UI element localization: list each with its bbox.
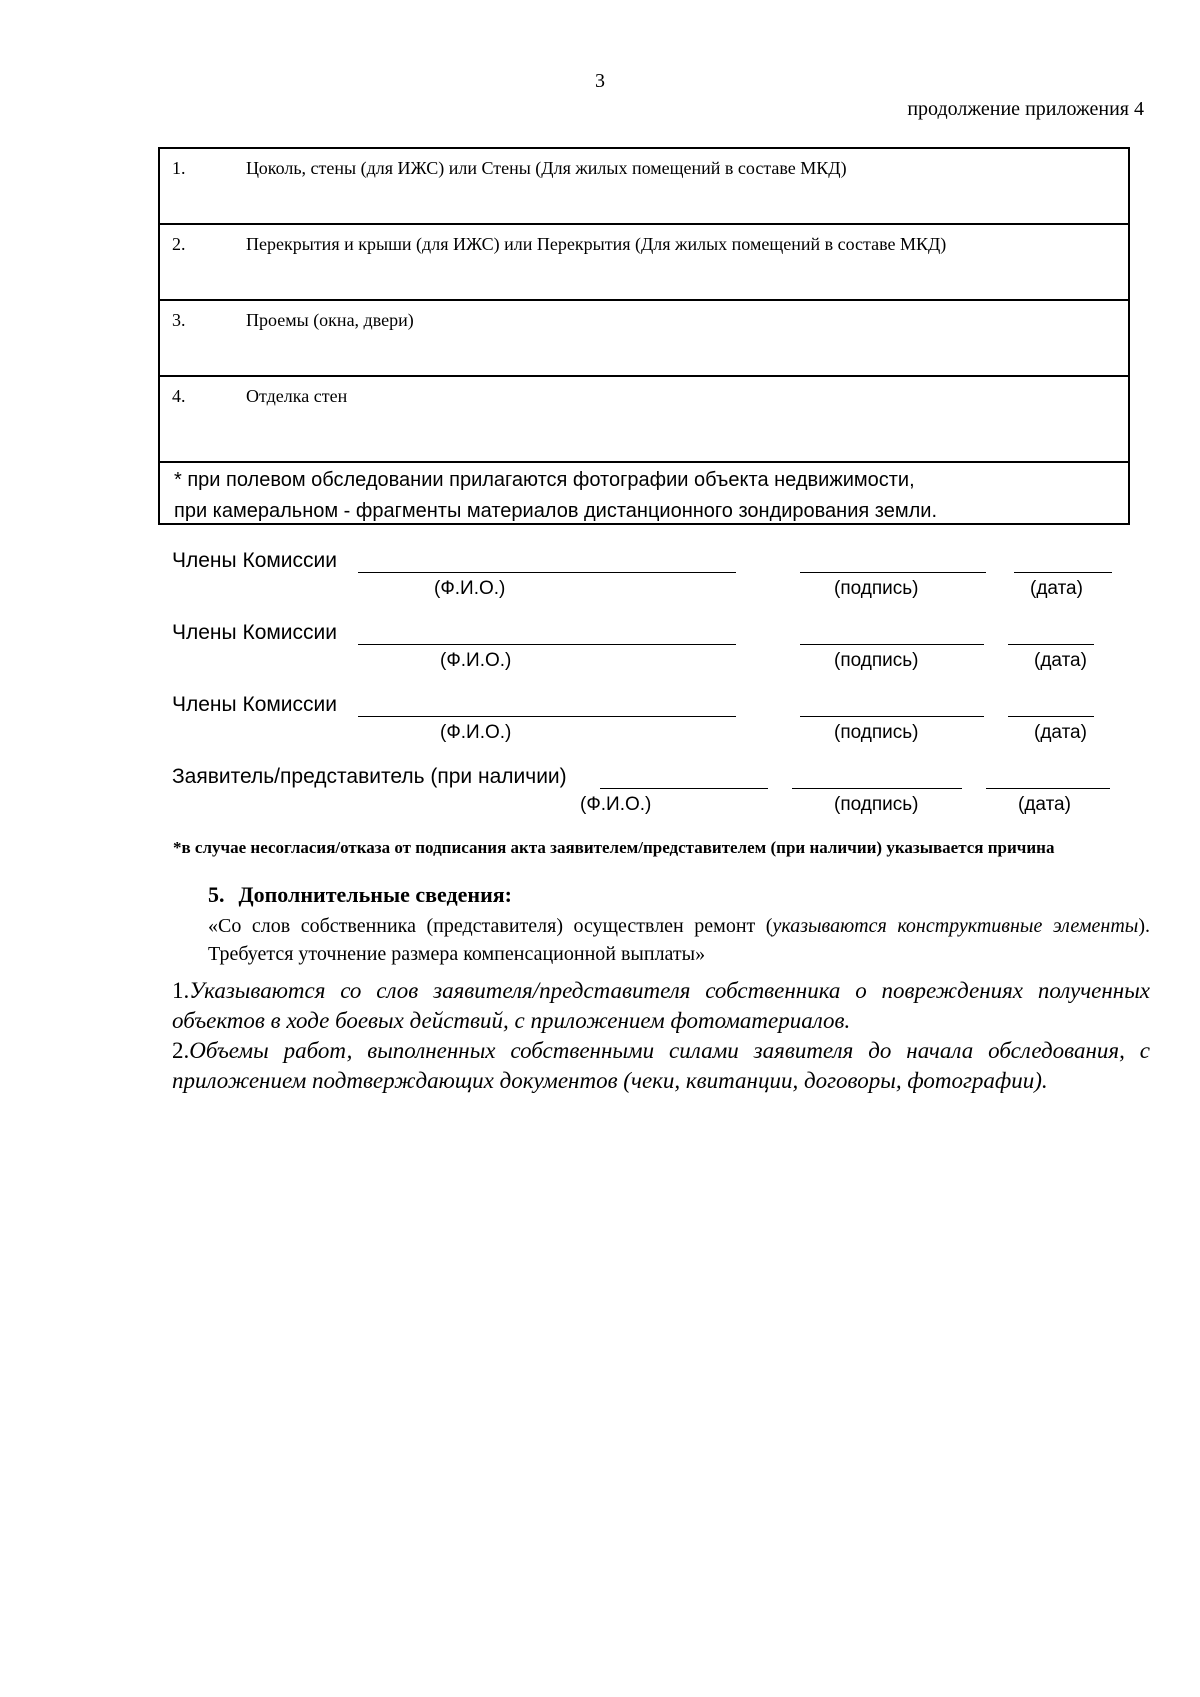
footnote-number: 1. <box>172 978 190 1003</box>
section-heading <box>208 882 1150 908</box>
signature-caption: (подпись) <box>834 650 919 671</box>
fio-caption: (Ф.И.О.) <box>434 578 506 599</box>
section-text-start: «Со слов собственника (представителя) осуществлен ремонт ( <box>208 915 773 937</box>
photo-note-row <box>160 463 1128 529</box>
page-number: 3 <box>595 70 605 92</box>
signer-label: Члены Комиссии <box>172 693 337 716</box>
fio-caption: (Ф.И.О.) <box>440 722 512 743</box>
fio-line[interactable] <box>358 572 736 573</box>
date-line[interactable] <box>1008 716 1094 717</box>
signature-row-applicant <box>0 764 1200 824</box>
photo-note-line-1: * при полевом обследовании прилагаются фотографии объекта недвижимости, <box>174 469 915 491</box>
date-caption: (дата) <box>1034 650 1087 671</box>
section-title: Дополнительные сведения: <box>238 882 512 907</box>
date-line[interactable] <box>1008 644 1094 645</box>
fio-line[interactable] <box>358 716 736 717</box>
table-row <box>160 149 1128 225</box>
fio-line[interactable] <box>600 788 768 789</box>
row-number: 1. <box>172 158 186 178</box>
footnote-text: Объемы работ, выполненных собственными силами заявителя до начала обследования, с приложением подтверждающих документов (чеки, квитанции, договоры, фотографии). <box>172 1038 1150 1093</box>
fio-caption: (Ф.И.О.) <box>580 794 652 815</box>
section-text-italic: указываются конструктивные элементы <box>772 915 1139 937</box>
signature-row-commission-3 <box>0 692 1200 752</box>
row-label: Проемы (окна, двери) <box>246 310 414 330</box>
signature-row-commission-2 <box>0 620 1200 680</box>
footnote-text: Указываются со слов заявителя/представителя собственника о повреждениях полученных объектов в ходе боевых действий, с приложением фотоматериалов. <box>172 978 1150 1033</box>
signature-row-commission-1 <box>0 548 1200 608</box>
footnote-number: 2. <box>172 1038 190 1063</box>
refusal-note: *в случае несогласия/отказа от подписания акта заявителем/представителем (при наличии) указывается причина <box>173 838 1055 857</box>
signer-label: Члены Комиссии <box>172 621 337 644</box>
date-caption: (дата) <box>1030 578 1083 599</box>
table-row <box>160 377 1128 463</box>
footnote-1 <box>172 976 1150 1036</box>
signer-label: Заявитель/представитель (при наличии) <box>172 765 567 788</box>
section-number: 5. <box>208 882 225 907</box>
date-line[interactable] <box>986 788 1110 789</box>
table-row <box>160 225 1128 301</box>
additional-info-section <box>208 882 1150 968</box>
footnote-2 <box>172 1036 1150 1096</box>
row-number: 2. <box>172 234 186 254</box>
signer-label: Члены Комиссии <box>172 549 337 572</box>
fio-line[interactable] <box>358 644 736 645</box>
section-text-end: ). Требуется уточнение размера компенсационной выплаты» <box>208 915 1150 965</box>
row-number: 3. <box>172 310 186 330</box>
signature-caption: (подпись) <box>834 722 919 743</box>
footnotes <box>172 976 1150 1096</box>
appendix-continuation-label: продолжение приложения 4 <box>907 98 1144 120</box>
date-line[interactable] <box>1014 572 1112 573</box>
photo-note-line-2: при камеральном - фрагменты материалов дистанционного зондирования земли. <box>174 500 937 522</box>
table-row <box>160 301 1128 377</box>
row-label: Перекрытия и крыши (для ИЖС) или Перекрытия (Для жилых помещений в составе МКД) <box>246 234 947 254</box>
date-caption: (дата) <box>1034 722 1087 743</box>
signature-caption: (подпись) <box>834 578 919 599</box>
section-text <box>208 912 1150 968</box>
row-label: Отделка стен <box>246 386 348 406</box>
fio-caption: (Ф.И.О.) <box>440 650 512 671</box>
signature-line[interactable] <box>800 716 984 717</box>
date-caption: (дата) <box>1018 794 1071 815</box>
signature-line[interactable] <box>800 644 984 645</box>
inspection-table <box>158 147 1130 525</box>
row-number: 4. <box>172 386 186 406</box>
signature-line[interactable] <box>792 788 962 789</box>
row-label: Цоколь, стены (для ИЖС) или Стены (Для жилых помещений в составе МКД) <box>246 158 847 178</box>
photo-note <box>174 463 1118 527</box>
signature-line[interactable] <box>800 572 986 573</box>
signature-caption: (подпись) <box>834 794 919 815</box>
